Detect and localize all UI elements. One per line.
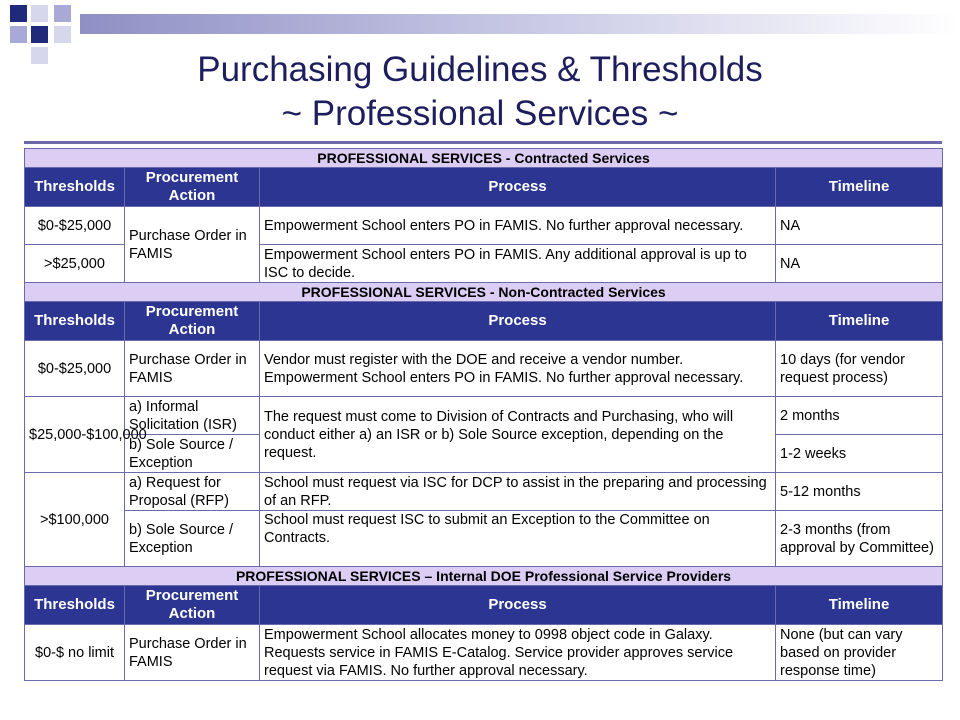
process-cell: The request must come to Division of Contracts and Purchasing, who will conduct either a) an ISR or b) Sole Source exception, depending on the request.: [260, 397, 776, 473]
threshold-cell: >$25,000: [25, 245, 125, 283]
column-header-row: [25, 586, 943, 625]
action-cell: Purchase Order in FAMIS: [125, 625, 260, 681]
table-row: [25, 473, 943, 511]
table-row: [25, 397, 943, 435]
threshold-cell: $0-$25,000: [25, 341, 125, 397]
col-header-process: Process: [260, 302, 776, 341]
title-line-1: Purchasing Guidelines & Thresholds: [197, 50, 763, 89]
col-header-thresholds: Thresholds: [25, 586, 125, 625]
action-cell: a) Request for Proposal (RFP): [125, 473, 260, 511]
timeline-cell: 2 months: [776, 397, 943, 435]
col-header-timeline: Timeline: [776, 586, 943, 625]
col-header-timeline: Timeline: [776, 168, 943, 207]
col-header-procurement-action: Procurement Action: [125, 168, 260, 207]
process-cell: School must request ISC to submit an Exception to the Committee on Contracts.: [260, 511, 776, 567]
action-cell: Purchase Order in FAMIS: [125, 341, 260, 397]
guidelines-table: [24, 148, 943, 681]
timeline-cell: None (but can vary based on provider response time): [776, 625, 943, 681]
threshold-cell: $0-$ no limit: [25, 625, 125, 681]
column-header-row: [25, 302, 943, 341]
timeline-cell: 5-12 months: [776, 473, 943, 511]
header-gradient-bar: [80, 14, 960, 34]
timeline-cell: 1-2 weeks: [776, 435, 943, 473]
section-title: PROFESSIONAL SERVICES - Contracted Services: [25, 149, 943, 168]
process-cell: Empowerment School allocates money to 0998 object code in Galaxy. Requests service in FAMIS E-Catalog. Service provider approves service request via FAMIS. No further approval necessary.: [260, 625, 776, 681]
page-title: [0, 48, 960, 136]
table-row: [25, 511, 943, 567]
timeline-cell: 2-3 months (from approval by Committee): [776, 511, 943, 567]
section-title: PROFESSIONAL SERVICES – Internal DOE Professional Service Providers: [25, 567, 943, 586]
section-header-row: [25, 283, 943, 302]
col-header-process: Process: [260, 168, 776, 207]
process-cell: Vendor must register with the DOE and receive a vendor number. Empowerment School enters PO in FAMIS. No further approval necessary.: [260, 341, 776, 397]
section-title: PROFESSIONAL SERVICES - Non-Contracted Services: [25, 283, 943, 302]
timeline-cell: 10 days (for vendor request process): [776, 341, 943, 397]
corner-square-pale: [31, 5, 48, 22]
section-header-row: [25, 149, 943, 168]
threshold-cell: $0-$25,000: [25, 207, 125, 245]
process-cell: School must request via ISC for DCP to assist in the preparing and processing of an RFP.: [260, 473, 776, 511]
section-header-row: [25, 567, 943, 586]
col-header-thresholds: Thresholds: [25, 302, 125, 341]
corner-square-navy: [31, 26, 48, 43]
col-header-process: Process: [260, 586, 776, 625]
action-cell: b) Sole Source / Exception: [125, 435, 260, 473]
col-header-procurement-action: Procurement Action: [125, 586, 260, 625]
table-row: [25, 207, 943, 245]
column-header-row: [25, 168, 943, 207]
table-row: [25, 341, 943, 397]
timeline-cell: NA: [776, 207, 943, 245]
col-header-timeline: Timeline: [776, 302, 943, 341]
corner-square-lavender: [10, 26, 27, 43]
corner-square-navy: [10, 5, 27, 22]
timeline-cell: NA: [776, 245, 943, 283]
table-row: [25, 625, 943, 681]
action-cell: Purchase Order in FAMIS: [125, 207, 260, 283]
col-header-procurement-action: Procurement Action: [125, 302, 260, 341]
action-cell: b) Sole Source / Exception: [125, 511, 260, 567]
corner-square-lavender: [54, 5, 71, 22]
title-line-2: ~ Professional Services ~: [281, 94, 679, 133]
col-header-thresholds: Thresholds: [25, 168, 125, 207]
title-divider: [24, 141, 942, 144]
action-cell: a) Informal Solicitation (ISR): [125, 397, 260, 435]
process-cell: Empowerment School enters PO in FAMIS. Any additional approval is up to ISC to decide.: [260, 245, 776, 283]
process-cell: Empowerment School enters PO in FAMIS. No further approval necessary.: [260, 207, 776, 245]
corner-square-pale: [54, 26, 71, 43]
threshold-cell: >$100,000: [25, 473, 125, 567]
threshold-cell: $25,000-$100,000: [25, 397, 125, 473]
